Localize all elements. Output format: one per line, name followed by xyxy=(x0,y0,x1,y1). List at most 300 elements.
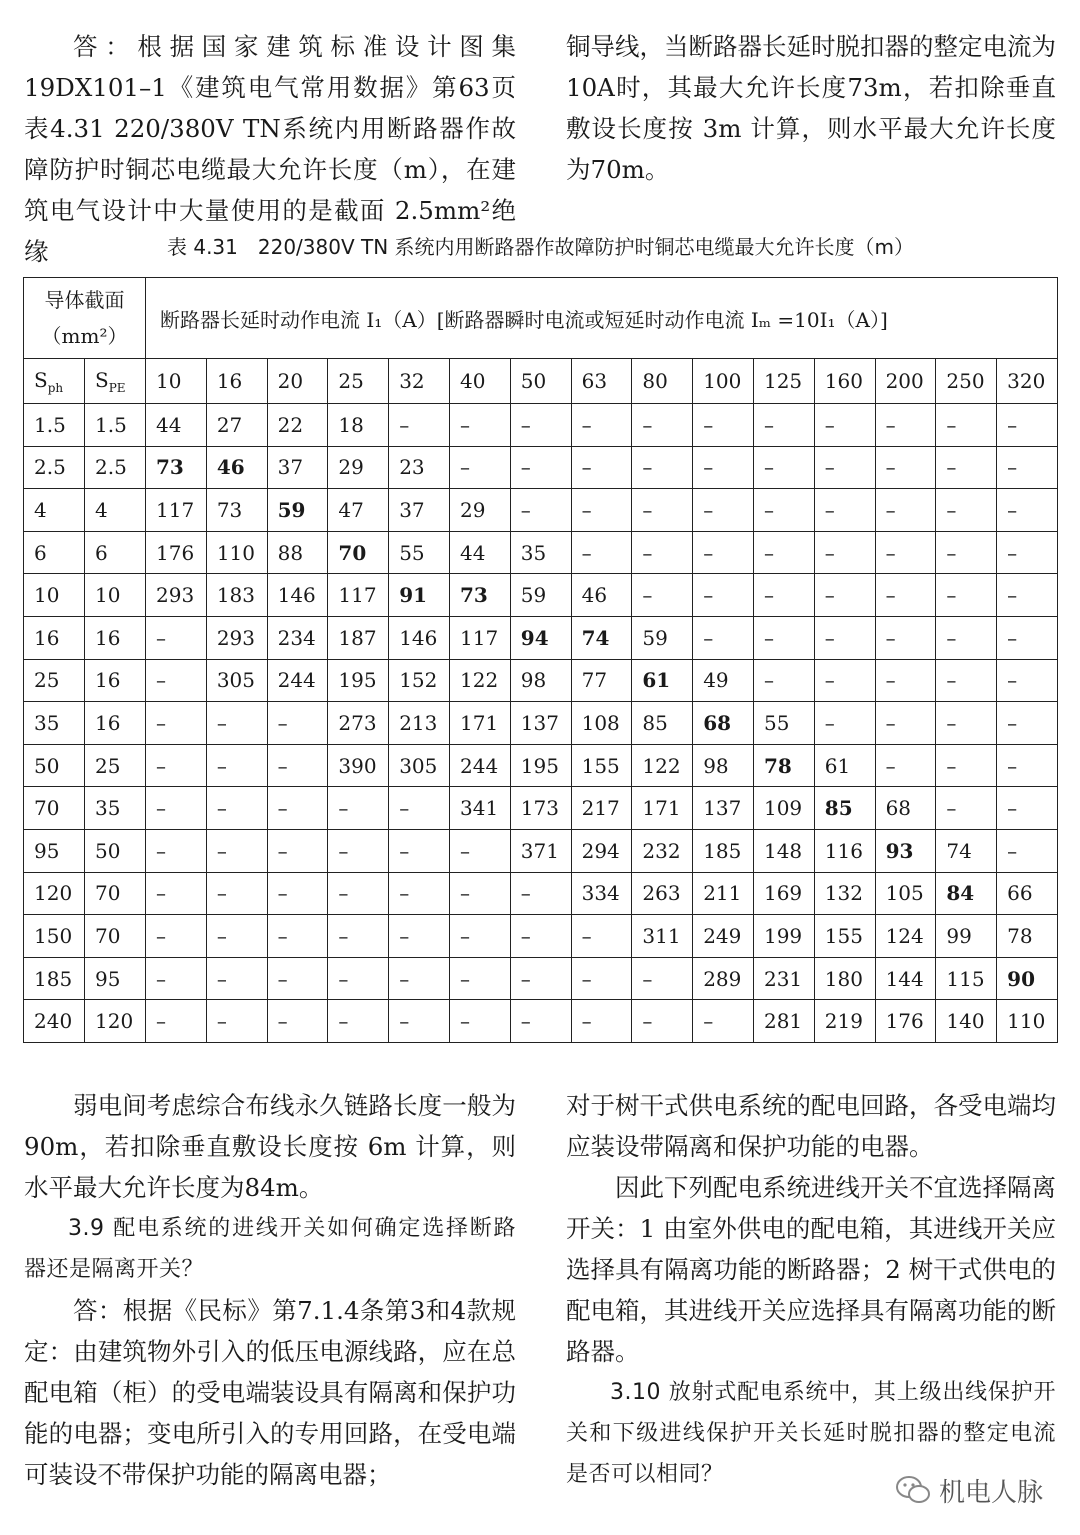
length-cell: 99 xyxy=(936,915,997,958)
length-cell: 93 xyxy=(875,829,936,872)
length-cell: – xyxy=(632,489,693,532)
length-cell: – xyxy=(753,531,814,574)
length-cell: – xyxy=(267,702,328,745)
sph-cell: 10 xyxy=(24,574,85,617)
length-cell: – xyxy=(146,787,207,830)
length-cell: – xyxy=(632,957,693,1000)
length-cell: – xyxy=(450,872,511,915)
current-header-cell: 200 xyxy=(875,359,936,404)
length-cell: – xyxy=(571,957,632,1000)
table-caption: 表 4.31 220/380V TN 系统内用断路器作故障防护时铜芯电缆最大允许长度（m） xyxy=(166,235,915,259)
length-cell: – xyxy=(814,659,875,702)
length-cell: 305 xyxy=(206,659,267,702)
length-cell: – xyxy=(753,489,814,532)
current-header-cell: 320 xyxy=(997,359,1058,404)
length-cell: 88 xyxy=(267,531,328,574)
length-cell: 117 xyxy=(450,616,511,659)
length-cell: 155 xyxy=(571,744,632,787)
length-cell: 124 xyxy=(875,915,936,958)
length-cell: 116 xyxy=(814,829,875,872)
length-cell: 281 xyxy=(753,1000,814,1043)
length-cell: – xyxy=(146,659,207,702)
length-cell: 59 xyxy=(267,489,328,532)
length-cell: 152 xyxy=(389,659,450,702)
length-cell: – xyxy=(206,744,267,787)
sph-cell: 35 xyxy=(24,702,85,745)
length-cell: 305 xyxy=(389,744,450,787)
table-row xyxy=(24,915,1058,958)
length-cell: – xyxy=(814,702,875,745)
sph-cell: 95 xyxy=(24,829,85,872)
table-row xyxy=(24,744,1058,787)
length-cell: – xyxy=(632,446,693,489)
length-cell: – xyxy=(146,744,207,787)
length-cell: – xyxy=(206,872,267,915)
length-cell: – xyxy=(997,787,1058,830)
length-cell: – xyxy=(693,404,754,447)
spe-cell: 25 xyxy=(85,744,146,787)
length-cell: – xyxy=(510,872,571,915)
cable-length-table xyxy=(23,277,1058,1043)
length-cell: – xyxy=(146,616,207,659)
length-cell: 78 xyxy=(997,915,1058,958)
length-cell: 137 xyxy=(693,787,754,830)
current-header-cell: 25 xyxy=(328,359,389,404)
length-cell: – xyxy=(814,616,875,659)
length-cell: – xyxy=(814,531,875,574)
length-cell: 70 xyxy=(328,531,389,574)
question-3-9: 3.9 配电系统的进线开关如何确定选择断路器还是隔离开关？ xyxy=(24,1216,516,1282)
length-cell: 187 xyxy=(328,616,389,659)
length-cell: 68 xyxy=(875,787,936,830)
sph-cell: 150 xyxy=(24,915,85,958)
length-cell: 122 xyxy=(632,744,693,787)
length-cell: 232 xyxy=(632,829,693,872)
answer-paragraph-end: 铜导线，当断路器长延时脱扣器的整定电流为10A时，其最大允许长度73m，若扣除垂直敷设长度按 3m 计算，则水平最大允许长度为70m。 xyxy=(566,32,1056,184)
length-cell: – xyxy=(328,829,389,872)
sph-cell: 240 xyxy=(24,1000,85,1043)
length-cell: – xyxy=(389,1000,450,1043)
length-cell: – xyxy=(875,616,936,659)
length-cell: – xyxy=(936,446,997,489)
current-header-cell: 250 xyxy=(936,359,997,404)
spe-cell: 1.5 xyxy=(85,404,146,447)
length-cell: – xyxy=(753,404,814,447)
length-cell: – xyxy=(632,1000,693,1043)
length-cell: 219 xyxy=(814,1000,875,1043)
length-cell: – xyxy=(146,829,207,872)
length-cell: – xyxy=(389,404,450,447)
length-cell: 73 xyxy=(450,574,511,617)
length-cell: 46 xyxy=(571,574,632,617)
length-cell: – xyxy=(267,957,328,1000)
length-cell: 27 xyxy=(206,404,267,447)
length-cell: 249 xyxy=(693,915,754,958)
current-values-row xyxy=(24,359,1058,404)
length-cell: – xyxy=(936,787,997,830)
current-header-cell: 20 xyxy=(267,359,328,404)
current-header-cell: 50 xyxy=(510,359,571,404)
length-cell: 144 xyxy=(875,957,936,1000)
length-cell: – xyxy=(693,446,754,489)
watermark-text: 机电人脉 xyxy=(939,1477,1044,1508)
length-cell: 78 xyxy=(753,744,814,787)
length-cell: 44 xyxy=(450,531,511,574)
table-row xyxy=(24,1000,1058,1043)
length-cell: 183 xyxy=(206,574,267,617)
length-cell: 341 xyxy=(450,787,511,830)
length-cell: – xyxy=(693,574,754,617)
length-cell: – xyxy=(571,404,632,447)
length-cell: – xyxy=(875,404,936,447)
length-cell: 213 xyxy=(389,702,450,745)
length-cell: 23 xyxy=(389,446,450,489)
length-cell: – xyxy=(267,872,328,915)
length-cell: – xyxy=(875,659,936,702)
length-cell: 171 xyxy=(632,787,693,830)
length-cell: – xyxy=(450,829,511,872)
length-cell: – xyxy=(146,872,207,915)
current-header-cell: 16 xyxy=(206,359,267,404)
length-cell: – xyxy=(693,531,754,574)
length-cell: 117 xyxy=(328,574,389,617)
length-cell: 195 xyxy=(328,659,389,702)
length-cell: – xyxy=(997,744,1058,787)
length-cell: 217 xyxy=(571,787,632,830)
length-cell: – xyxy=(997,531,1058,574)
spe-label: S xyxy=(95,367,109,392)
length-cell: 61 xyxy=(632,659,693,702)
current-header-cell: 40 xyxy=(450,359,511,404)
length-cell: – xyxy=(814,489,875,532)
length-cell: – xyxy=(267,1000,328,1043)
table-row xyxy=(24,872,1058,915)
current-header-cell: 125 xyxy=(753,359,814,404)
length-cell: – xyxy=(814,446,875,489)
question-3-10: 3.10 放射式配电系统中，其上级出线保护开关和下级进线保护开关长延时脱扣器的整定电流是否可以相同？ xyxy=(566,1380,1056,1487)
length-cell: 173 xyxy=(510,787,571,830)
length-cell: 185 xyxy=(693,829,754,872)
sph-cell: 2.5 xyxy=(24,446,85,489)
length-cell: – xyxy=(875,574,936,617)
conductor-header-line2: （mm²） xyxy=(41,324,128,348)
length-cell: – xyxy=(632,574,693,617)
answer-3-9-continued: 对于树干式供电系统的配电回路，各受电端均应装设带隔离和保护功能的电器。 xyxy=(566,1091,1056,1161)
length-cell: – xyxy=(206,702,267,745)
spe-sub: PE xyxy=(108,380,126,395)
length-cell: – xyxy=(510,1000,571,1043)
length-cell: 140 xyxy=(936,1000,997,1043)
length-cell: 231 xyxy=(753,957,814,1000)
length-cell: – xyxy=(997,616,1058,659)
length-cell: – xyxy=(389,957,450,1000)
length-cell: 294 xyxy=(571,829,632,872)
length-cell: 180 xyxy=(814,957,875,1000)
length-cell: – xyxy=(997,446,1058,489)
cabling-paragraph: 弱电间考虑综合布线永久链路长度一般为 90m，若扣除垂直敷设长度按 6m 计算，则水平最大允许长度为84m。 xyxy=(24,1091,516,1202)
wechat-icon xyxy=(895,1475,931,1505)
length-cell: – xyxy=(206,915,267,958)
length-cell: 244 xyxy=(450,744,511,787)
length-cell: – xyxy=(328,915,389,958)
length-cell: – xyxy=(510,957,571,1000)
length-cell: 211 xyxy=(693,872,754,915)
length-cell: 55 xyxy=(753,702,814,745)
length-cell: – xyxy=(206,787,267,830)
spe-cell: 6 xyxy=(85,531,146,574)
current-header-cell: 63 xyxy=(571,359,632,404)
length-cell: – xyxy=(510,489,571,532)
length-cell: – xyxy=(997,404,1058,447)
length-cell: – xyxy=(146,1000,207,1043)
length-cell: – xyxy=(997,659,1058,702)
length-cell: 85 xyxy=(814,787,875,830)
length-cell: 117 xyxy=(146,489,207,532)
length-cell: 18 xyxy=(328,404,389,447)
length-cell: 199 xyxy=(753,915,814,958)
spe-cell: 16 xyxy=(85,659,146,702)
length-cell: – xyxy=(267,744,328,787)
conductor-section-header xyxy=(24,278,146,359)
length-cell: 59 xyxy=(510,574,571,617)
length-cell: – xyxy=(875,531,936,574)
breaker-current-header: 断路器长延时动作电流 I₁（A）[断路器瞬时电流或短延时动作电流 Iₘ =10I₁（A）] xyxy=(146,278,1058,359)
sph-cell: 6 xyxy=(24,531,85,574)
answer-3-9: 答：根据《民标》第7.1.4条第3和4款规定：由建筑物外引入的低压电源线路，应在总配电箱（柜）的受电端装设具有隔离和保护功能的电器；变电所引入的专用回路，在受电端可装设不带保护功能的隔离电器； xyxy=(24,1296,516,1489)
length-cell: – xyxy=(753,616,814,659)
length-cell: – xyxy=(146,915,207,958)
length-cell: – xyxy=(693,1000,754,1043)
length-cell: – xyxy=(571,446,632,489)
length-cell: 44 xyxy=(146,404,207,447)
length-cell: 29 xyxy=(328,446,389,489)
length-cell: 84 xyxy=(936,872,997,915)
length-cell: – xyxy=(693,616,754,659)
length-cell: 29 xyxy=(450,489,511,532)
length-cell: 137 xyxy=(510,702,571,745)
length-cell: – xyxy=(328,1000,389,1043)
length-cell: – xyxy=(814,574,875,617)
current-header-cell: 100 xyxy=(693,359,754,404)
length-cell: – xyxy=(510,404,571,447)
length-cell: – xyxy=(997,702,1058,745)
length-cell: 73 xyxy=(206,489,267,532)
length-cell: – xyxy=(632,404,693,447)
length-cell: 90 xyxy=(997,957,1058,1000)
conclusion-paragraph: 因此下列配电系统进线开关不宜选择隔离开关：1 由室外供电的配电箱，其进线开关应选择具有隔离功能的断路器；2 树干式供电的配电箱，其进线开关应选择具有隔离功能的断路器。 xyxy=(566,1173,1056,1366)
length-cell: – xyxy=(267,829,328,872)
length-cell: – xyxy=(632,531,693,574)
current-header-cell: 80 xyxy=(632,359,693,404)
length-cell: 108 xyxy=(571,702,632,745)
spe-cell: 10 xyxy=(85,574,146,617)
length-cell: 289 xyxy=(693,957,754,1000)
table-row xyxy=(24,616,1058,659)
sph-cell: 25 xyxy=(24,659,85,702)
bottom-right-column xyxy=(566,1085,1056,1495)
length-cell: – xyxy=(875,744,936,787)
length-cell: 91 xyxy=(389,574,450,617)
table-row xyxy=(24,404,1058,447)
length-cell: – xyxy=(571,915,632,958)
length-cell: – xyxy=(328,957,389,1000)
sph-cell: 70 xyxy=(24,787,85,830)
length-cell: – xyxy=(936,489,997,532)
length-cell: – xyxy=(510,446,571,489)
length-cell: – xyxy=(389,787,450,830)
length-cell: 98 xyxy=(693,744,754,787)
table-row xyxy=(24,787,1058,830)
length-cell: – xyxy=(450,446,511,489)
length-cell: 334 xyxy=(571,872,632,915)
length-cell: 49 xyxy=(693,659,754,702)
length-cell: – xyxy=(267,787,328,830)
length-cell: 171 xyxy=(450,702,511,745)
length-cell: – xyxy=(997,489,1058,532)
length-cell: 146 xyxy=(389,616,450,659)
sph-cell: 50 xyxy=(24,744,85,787)
sph-header xyxy=(24,359,85,404)
sph-cell: 185 xyxy=(24,957,85,1000)
length-cell: 66 xyxy=(997,872,1058,915)
spe-cell: 4 xyxy=(85,489,146,532)
length-cell: 390 xyxy=(328,744,389,787)
length-cell: – xyxy=(571,531,632,574)
length-cell: 37 xyxy=(267,446,328,489)
length-cell: 273 xyxy=(328,702,389,745)
spe-cell: 70 xyxy=(85,872,146,915)
length-cell: 85 xyxy=(632,702,693,745)
length-cell: – xyxy=(753,574,814,617)
spe-cell: 70 xyxy=(85,915,146,958)
top-right-column xyxy=(566,26,1056,190)
length-cell: – xyxy=(997,574,1058,617)
length-cell: 35 xyxy=(510,531,571,574)
length-cell: 311 xyxy=(632,915,693,958)
length-cell: 109 xyxy=(753,787,814,830)
length-cell: 263 xyxy=(632,872,693,915)
length-cell: – xyxy=(936,574,997,617)
spe-cell: 16 xyxy=(85,616,146,659)
length-cell: – xyxy=(753,659,814,702)
answer-paragraph-start: 答：根据国家建筑标准设计图集19DX101–1《建筑电气常用数据》第63页表4.31 220/380V TN系统内用断路器作故障防护时铜芯电缆最大允许长度（m），在建筑电气设计中大量使用的是截面 2.5mm²绝缘 xyxy=(24,32,516,266)
table-row xyxy=(24,574,1058,617)
length-cell: – xyxy=(997,829,1058,872)
length-cell: – xyxy=(510,915,571,958)
sph-cell: 4 xyxy=(24,489,85,532)
length-cell: 74 xyxy=(571,616,632,659)
table-header-row xyxy=(24,278,1058,359)
spe-cell: 16 xyxy=(85,702,146,745)
length-cell: 94 xyxy=(510,616,571,659)
length-cell: 47 xyxy=(328,489,389,532)
length-cell: 59 xyxy=(632,616,693,659)
length-cell: – xyxy=(450,957,511,1000)
table-row xyxy=(24,489,1058,532)
length-cell: – xyxy=(206,957,267,1000)
length-cell: 46 xyxy=(206,446,267,489)
length-cell: 77 xyxy=(571,659,632,702)
length-cell: 61 xyxy=(814,744,875,787)
length-cell: – xyxy=(936,744,997,787)
length-cell: 155 xyxy=(814,915,875,958)
length-cell: 371 xyxy=(510,829,571,872)
length-cell: – xyxy=(693,489,754,532)
length-cell: – xyxy=(450,915,511,958)
length-cell: 74 xyxy=(936,829,997,872)
length-cell: – xyxy=(875,702,936,745)
length-cell: – xyxy=(328,872,389,915)
length-cell: – xyxy=(389,829,450,872)
sph-cell: 1.5 xyxy=(24,404,85,447)
length-cell: 176 xyxy=(875,1000,936,1043)
length-cell: 98 xyxy=(510,659,571,702)
length-cell: – xyxy=(450,1000,511,1043)
table-row xyxy=(24,531,1058,574)
spe-header xyxy=(85,359,146,404)
length-cell: – xyxy=(936,616,997,659)
sph-cell: 16 xyxy=(24,616,85,659)
length-cell: – xyxy=(875,489,936,532)
length-cell: 55 xyxy=(389,531,450,574)
watermark xyxy=(895,1468,1065,1512)
length-cell: 293 xyxy=(206,616,267,659)
sph-cell: 120 xyxy=(24,872,85,915)
length-cell: – xyxy=(571,1000,632,1043)
length-cell: 73 xyxy=(146,446,207,489)
spe-cell: 2.5 xyxy=(85,446,146,489)
length-cell: – xyxy=(389,915,450,958)
length-cell: 68 xyxy=(693,702,754,745)
length-cell: – xyxy=(936,702,997,745)
length-cell: 110 xyxy=(997,1000,1058,1043)
length-cell: – xyxy=(206,829,267,872)
length-cell: – xyxy=(936,404,997,447)
length-cell: 146 xyxy=(267,574,328,617)
length-cell: 122 xyxy=(450,659,511,702)
length-cell: 105 xyxy=(875,872,936,915)
length-cell: 148 xyxy=(753,829,814,872)
table-row xyxy=(24,659,1058,702)
length-cell: 169 xyxy=(753,872,814,915)
conductor-header-line1: 导体截面 xyxy=(44,288,125,312)
spe-cell: 95 xyxy=(85,957,146,1000)
length-cell: 234 xyxy=(267,616,328,659)
spe-cell: 35 xyxy=(85,787,146,830)
current-header-cell: 32 xyxy=(389,359,450,404)
length-cell: 37 xyxy=(389,489,450,532)
sph-label: S xyxy=(34,367,48,392)
length-cell: – xyxy=(389,872,450,915)
table-row xyxy=(24,957,1058,1000)
table-row xyxy=(24,829,1058,872)
table-row xyxy=(24,702,1058,745)
current-header-cell: 160 xyxy=(814,359,875,404)
sph-sub: ph xyxy=(47,380,64,395)
length-cell: – xyxy=(146,957,207,1000)
spe-cell: 50 xyxy=(85,829,146,872)
length-cell: 195 xyxy=(510,744,571,787)
spe-cell: 120 xyxy=(85,1000,146,1043)
length-cell: – xyxy=(753,446,814,489)
length-cell: – xyxy=(328,787,389,830)
length-cell: 22 xyxy=(267,404,328,447)
table-row xyxy=(24,446,1058,489)
length-cell: – xyxy=(875,446,936,489)
current-header-cell: 10 xyxy=(146,359,207,404)
length-cell: – xyxy=(146,702,207,745)
length-cell: – xyxy=(936,659,997,702)
